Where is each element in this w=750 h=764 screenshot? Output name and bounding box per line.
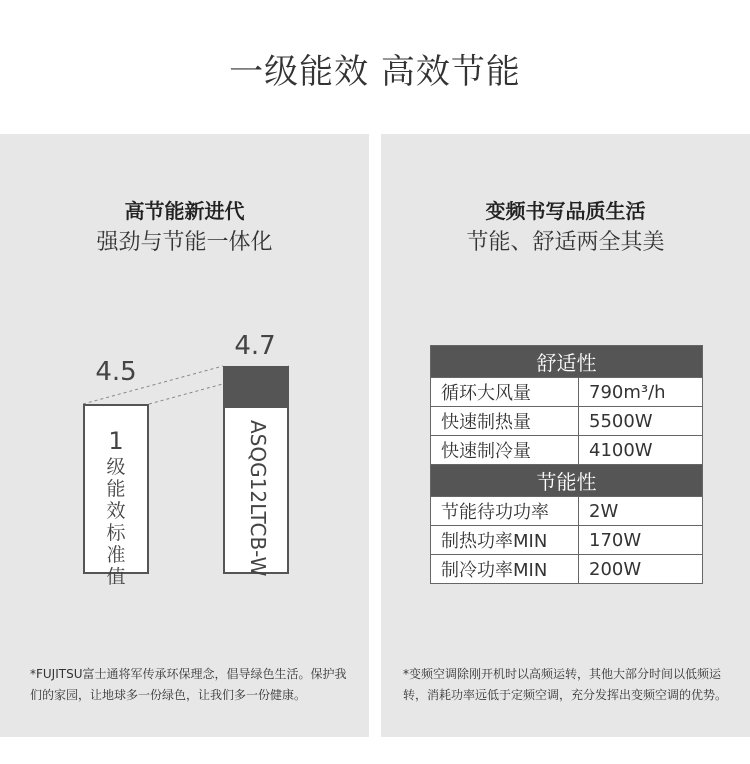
standard-bar-char: 级 xyxy=(106,456,126,478)
standard-value-label: 4.5 xyxy=(95,357,137,387)
row-label: 快速制热量 xyxy=(431,407,579,436)
row-value: 170W xyxy=(579,526,703,555)
row-label: 循环大风量 xyxy=(431,378,579,407)
model-bar-cap xyxy=(225,368,287,408)
table-row xyxy=(431,555,703,584)
table-section-header xyxy=(431,346,703,378)
row-label: 节能待功功率 xyxy=(431,497,579,526)
table-row xyxy=(431,436,703,465)
model-value-bar xyxy=(223,366,289,577)
standard-bar-level-number: 1 xyxy=(108,427,124,455)
page-headline: 一级能效 高效节能 xyxy=(229,52,521,92)
section-header-comfort: 舒适性 xyxy=(431,346,703,378)
row-value: 4100W xyxy=(579,436,703,465)
table-row xyxy=(431,407,703,436)
comfort-panel xyxy=(381,134,750,737)
standard-value-bar xyxy=(83,404,149,588)
energy-efficiency-panel xyxy=(0,134,369,737)
row-label: 制冷功率MIN xyxy=(431,555,579,584)
model-value-label: 4.7 xyxy=(234,331,276,361)
table-row xyxy=(431,526,703,555)
left-panel-subtitle: 强劲与节能一体化 xyxy=(96,230,273,255)
left-panel-title: 高节能新进代 xyxy=(124,199,245,223)
comparison-connector-lines xyxy=(0,134,369,737)
row-label: 快速制冷量 xyxy=(431,436,579,465)
section-header-energy: 节能性 xyxy=(431,465,703,497)
row-value: 2W xyxy=(579,497,703,526)
right-panel-title: 变频书写品质生活 xyxy=(485,199,646,223)
model-name: ASQG12LTCB-W xyxy=(246,420,270,577)
standard-bar-char: 标 xyxy=(106,522,126,544)
table-section-header xyxy=(431,465,703,497)
row-value: 200W xyxy=(579,555,703,584)
standard-bar-char: 准 xyxy=(106,544,126,566)
row-label: 制热功率MIN xyxy=(431,526,579,555)
row-value: 5500W xyxy=(579,407,703,436)
spec-table xyxy=(430,345,703,584)
table-row xyxy=(431,497,703,526)
table-row xyxy=(431,378,703,407)
row-value: 790m³/h xyxy=(579,378,703,407)
right-footnote: *变频空调除刚开机时以高频运转，其他大部分时间以低频运转，消耗功率远低于定频空调，充分发挥出变频空调的优势。 xyxy=(403,667,728,702)
right-panel-subtitle: 节能、舒适两全其美 xyxy=(466,230,665,255)
standard-bar-char: 效 xyxy=(106,500,126,522)
standard-bar-char: 值 xyxy=(106,566,126,588)
standard-bar-label xyxy=(85,426,147,588)
left-footnote: *FUJITSU富士通将军传承环保理念，倡导绿色生活。保护我们的家园，让地球多一份绿色，让我们多一份健康。 xyxy=(30,667,347,702)
standard-bar-char: 能 xyxy=(106,478,126,500)
